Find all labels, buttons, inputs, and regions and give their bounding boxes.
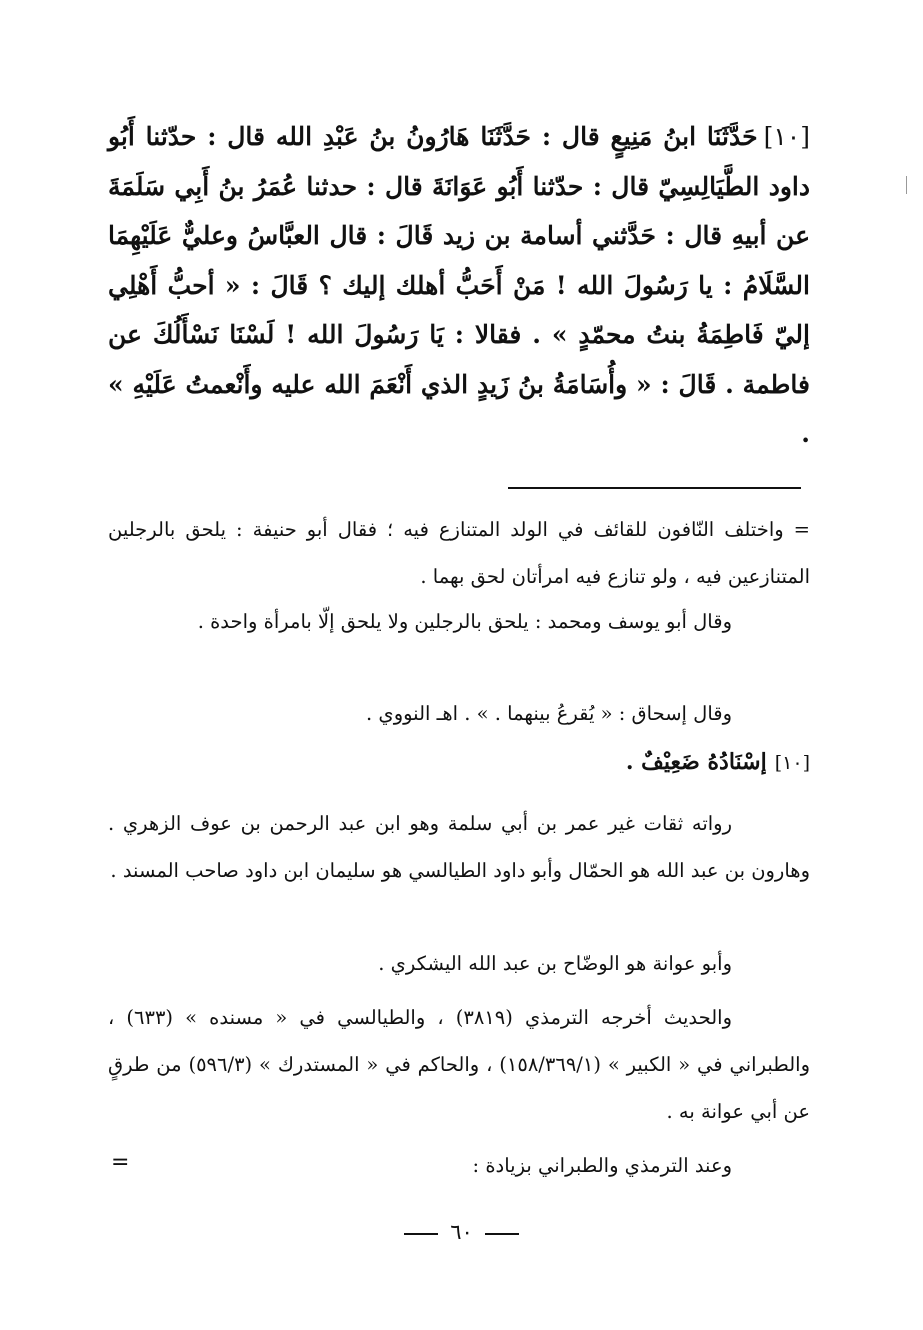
footnote-heading: [108, 740, 810, 785]
footnote-block-2: [108, 598, 810, 645]
page-number: [0, 1214, 923, 1250]
footnote-block-1: [108, 506, 810, 600]
footnote-paragraph: وعند الترمذي والطبراني بزيادة :: [472, 1154, 732, 1177]
footnote-separator: [508, 487, 801, 489]
footnote-paragraph: رواته ثقات غير عمر بن أبي سلمة وهو ابن عبد الرحمن بن عوف الزهري . وهارون بن عبد الله هو الحمّال وأبو داود الطيالسي هو سليمان ابن داود صاحب المسند .: [108, 812, 810, 882]
footnote-paragraph: وقال أبو يوسف ومحمد : يلحق بالرجلين ولا يلحق إلّا بامرأة واحدة .: [197, 610, 732, 633]
footnote-heading-text: إسْنَادُهُ ضَعِيْفٌ .: [625, 749, 767, 775]
footnote-paragraph: وأبو عوانة هو الوضّاح بن عبد الله اليشكري .: [378, 952, 732, 975]
continuation-mark: =: [111, 1150, 130, 1175]
footnote-block-6: [108, 994, 810, 1135]
page-number-dash-right: [485, 1233, 519, 1235]
footnote-block-5: [108, 940, 810, 987]
hadith-body: حَدَّثَنَا ابنُ مَنِيعٍ قال : حَدَّثَنَا هَارُونُ بنُ عَبْدِ الله قال : حدّثنا أَبُو داود الطَّيَالِسِيّ قال : حدّثنا أَبُو عَوَانَةَ قال : حدثنا عُمَرُ بنُ أَبِي سَلَمَةَ عن أبيهِ قال : حَدَّثني أسامة بن زيد قَالَ : قال العبَّاسُ وعليٌّ عَلَيْهِمَا السَّلَامُ : يا رَسُولَ الله ! مَنْ أَحَبُّ أهلك إليك ؟ قَالَ : « أحبُّ أَهْلِي إليّ فَاطِمَةُ بنتُ محمّدٍ » . فقالا : يَا رَسُولَ الله ! لَسْنَا نَسْأَلُكَ عن فاطمة . قَالَ : « وأُسَامَةُ بنُ زَيدٍ الذي أَنْعَمَ الله عليه وأَنْعمتُ عَلَيْهِ » .: [108, 122, 810, 448]
hadith-text: [108, 112, 810, 459]
footnote-block-3: [108, 690, 810, 737]
footnote-paragraph: = واختلف النّافون للقائف في الولد المتنازع فيه ؛ فقال أبو حنيفة : يلحق بالرجلين المتنازعين فيه ، ولو تنازع فيه امرأتان لحق بهما .: [108, 518, 810, 588]
footnote-paragraph: وقال إسحاق : « يُقرعُ بينهما . » . اهـ النووي .: [366, 702, 732, 725]
footnote-heading-number: [١٠]: [774, 752, 810, 774]
margin-mark: [906, 176, 907, 194]
footnote-paragraph: والحديث أخرجه الترمذي (٣٨١٩) ، والطيالسي في « مسنده » (٦٣٣) ، والطبراني في « الكبير » (١٥٨/٣٦٩/١) ، والحاكم في « المستدرك » (٥٩٦/٣) من طرقٍ عن أبي عوانة به .: [108, 1006, 810, 1123]
hadith-number: [١٠]: [763, 122, 810, 151]
page-number-dash-left: [404, 1233, 438, 1235]
footnote-block-4: [108, 800, 810, 894]
footnote-block-7: [108, 1142, 810, 1189]
page-number-value: ٦٠: [450, 1220, 473, 1244]
